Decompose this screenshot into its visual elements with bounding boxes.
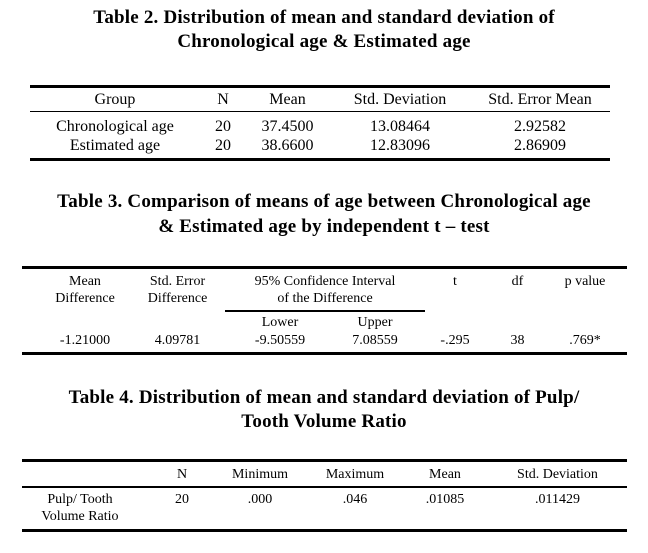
table3-header-std-err-1: Std. Error [149, 274, 206, 289]
table4-caption-line2: Tooth Volume Ratio [241, 411, 407, 432]
table3-caption-line2: & Estimated age by independent t – test [158, 216, 490, 237]
table2-row2-std-dev: 12.83096 [370, 137, 430, 154]
table4-header-rule [22, 486, 627, 488]
table2-header-std-dev: Std. Deviation [353, 91, 447, 108]
table3-df: 38 [510, 333, 525, 348]
table3-header-ci-1: 95% Confidence Interval [254, 274, 396, 289]
table3-lower: -9.50559 [254, 333, 306, 348]
table2-top-rule [30, 85, 610, 88]
table4-header-n: N [176, 467, 188, 482]
table2-row1-mean: 37.4500 [261, 118, 314, 135]
table3-upper: 7.08559 [352, 333, 398, 348]
table4-maximum: .046 [342, 492, 368, 507]
table4-bottom-rule [22, 529, 627, 532]
table2-row2-std-err: 2.86909 [514, 137, 566, 154]
table2-header-std-err: Std. Error Mean [488, 91, 592, 108]
table2-row1-std-dev: 13.08464 [370, 118, 430, 135]
table2-row1-group: Chronological age [56, 118, 174, 135]
table2-caption-line1: Table 2. Distribution of mean and standard deviation of [93, 7, 555, 28]
table4-header-std-dev: Std. Deviation [517, 467, 598, 482]
table2-bottom-rule [30, 158, 610, 161]
table2-header-group: Group [94, 91, 136, 108]
table4-n: 20 [175, 492, 189, 507]
table3-top-rule [22, 266, 627, 269]
table3-header-mean-diff-1: Mean [69, 274, 101, 289]
table3-std-err: 4.09781 [154, 333, 201, 348]
table2-row2-mean: 38.6600 [261, 137, 314, 154]
table3-header-p-value: p value [564, 274, 606, 289]
table3-header-df: df [511, 274, 524, 289]
table3-mean-diff: -1.21000 [59, 333, 111, 348]
table2-row1-std-err: 2.92582 [514, 118, 566, 135]
table3-header-t: t [453, 274, 457, 289]
table2-row2-n: 20 [215, 137, 231, 154]
table4-caption-line1: Table 4. Distribution of mean and standard deviation of Pulp/ [68, 387, 580, 408]
table2-header-mean: Mean [269, 91, 306, 108]
table3-header-std-err-2: Difference [147, 291, 208, 306]
table4-header-minimum: Minimum [231, 467, 288, 482]
table4-minimum: .000 [247, 492, 273, 507]
table4-mean: .01085 [425, 492, 465, 507]
table2-header-rule [30, 111, 610, 112]
table3-ci-rule [225, 310, 425, 312]
table4-header-maximum: Maximum [325, 467, 385, 482]
table4-row-label-line1: Pulp/ Tooth [47, 492, 113, 507]
table4-header-mean: Mean [429, 467, 461, 482]
table3-header-lower: Lower [261, 315, 299, 330]
table3-header-upper: Upper [357, 315, 393, 330]
table4-std-dev: .011429 [535, 492, 580, 507]
table2-row2-group: Estimated age [69, 137, 161, 154]
table2-row1-n: 20 [215, 118, 231, 135]
table4-row-label-line2: Volume Ratio [41, 509, 119, 524]
table3-t: -.295 [440, 333, 470, 348]
table3-header-mean-diff-2: Difference [55, 291, 115, 306]
table2-caption-line2: Chronological age & Estimated age [177, 31, 471, 52]
table3-bottom-rule [22, 352, 627, 355]
table3-header-ci-2: of the Difference [277, 291, 373, 306]
table4-top-rule [22, 459, 627, 462]
table3-caption-line1: Table 3. Comparison of means of age between Chronological age [57, 191, 591, 212]
table2-header-n: N [217, 91, 229, 108]
table3-p-value: .769* [569, 333, 601, 348]
